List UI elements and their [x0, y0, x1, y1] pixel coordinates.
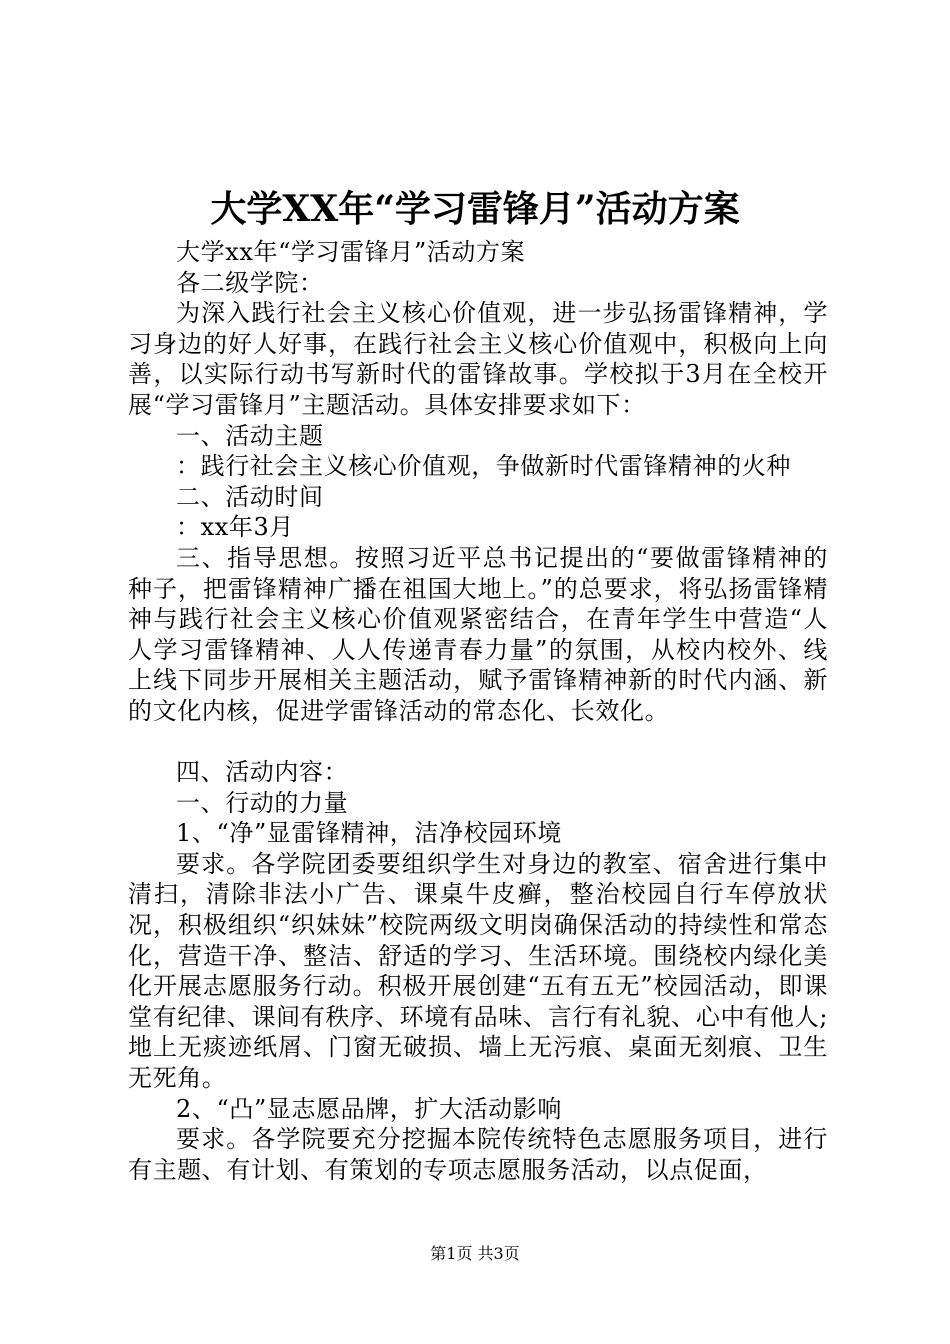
paragraph-item-1: 要求。各学院团委要组织学生对身边的教室、宿舍进行集中清扫，清除非法小广告、课桌牛皮癣，整治校园自行车停放状况，积极组织“织妹妹”校院两级文明岗确保活动的持续性和常态化，营造干净、整洁、舒适的学习、生活环境。围绕校内绿化美化开展志愿服务行动。积极开展创建“五有五无”校园活动，即课堂有纪律、课间有秩序、环境有品味、言行有礼貌、心中有他人;地上无痰迹纸屑、门窗无破损、墙上无污痕、桌面无刻痕、卫生无死角。	[128, 849, 828, 1093]
paragraph-theme: ：践行社会主义核心价值观，争做新时代雷锋精神的火种	[176, 452, 791, 481]
paragraph-guiding-thought: 三、指导思想。按照习近平总书记提出的“要做雷锋精神的种子，把雷锋精神广播在祖国大地上。”的总要求，将弘扬雷锋精神与践行社会主义核心价值观紧密结合，在青年学生中营造“人人学习雷锋精神、人人传递青春力量”的氛围，从校内校外、线上线下同步开展相关主题活动，赋予雷锋精神新的时代内涵、新的文化内核，促进学雷锋活动的常态化、长效化。	[128, 543, 828, 725]
paragraph-subtitle: 大学xx年“学习雷锋月”活动方案	[176, 238, 526, 266]
heading-item-1: 1、“净”显雷锋精神，洁净校园环境	[176, 819, 563, 848]
heading-theme: 一、活动主题	[176, 421, 324, 450]
paragraph-intro: 为深入践行社会主义核心价值观，进一步弘扬雷锋精神，学习身边的好人好事，在践行社会主义核心价值观中，积极向上向善，以实际行动书写新时代的雷锋故事。学校拟于3月在全校开展“学习雷锋月”主题活动。具体安排要求如下：	[128, 299, 828, 419]
heading-time: 二、活动时间	[176, 482, 324, 511]
heading-action-power: 一、行动的力量	[176, 788, 349, 817]
paragraph-item-2: 要求。各学院要充分挖掘本院传统特色志愿服务项目，进行有主题、有计划、有策划的专项志愿服务活动，以点促面，	[128, 1125, 828, 1184]
paragraph-salutation: 各二级学院：	[176, 268, 324, 297]
heading-content: 四、活动内容：	[176, 758, 349, 787]
blank-line	[128, 727, 828, 758]
document-body	[128, 237, 828, 1185]
heading-item-2: 2、“凸”显志愿品牌，扩大活动影响	[176, 1094, 563, 1123]
paragraph-time: ：xx年3月	[176, 513, 294, 542]
page-footer: 第1页 共3页	[430, 1244, 520, 1263]
document-title: 大学XX年“学习雷锋月”活动方案	[210, 188, 740, 230]
